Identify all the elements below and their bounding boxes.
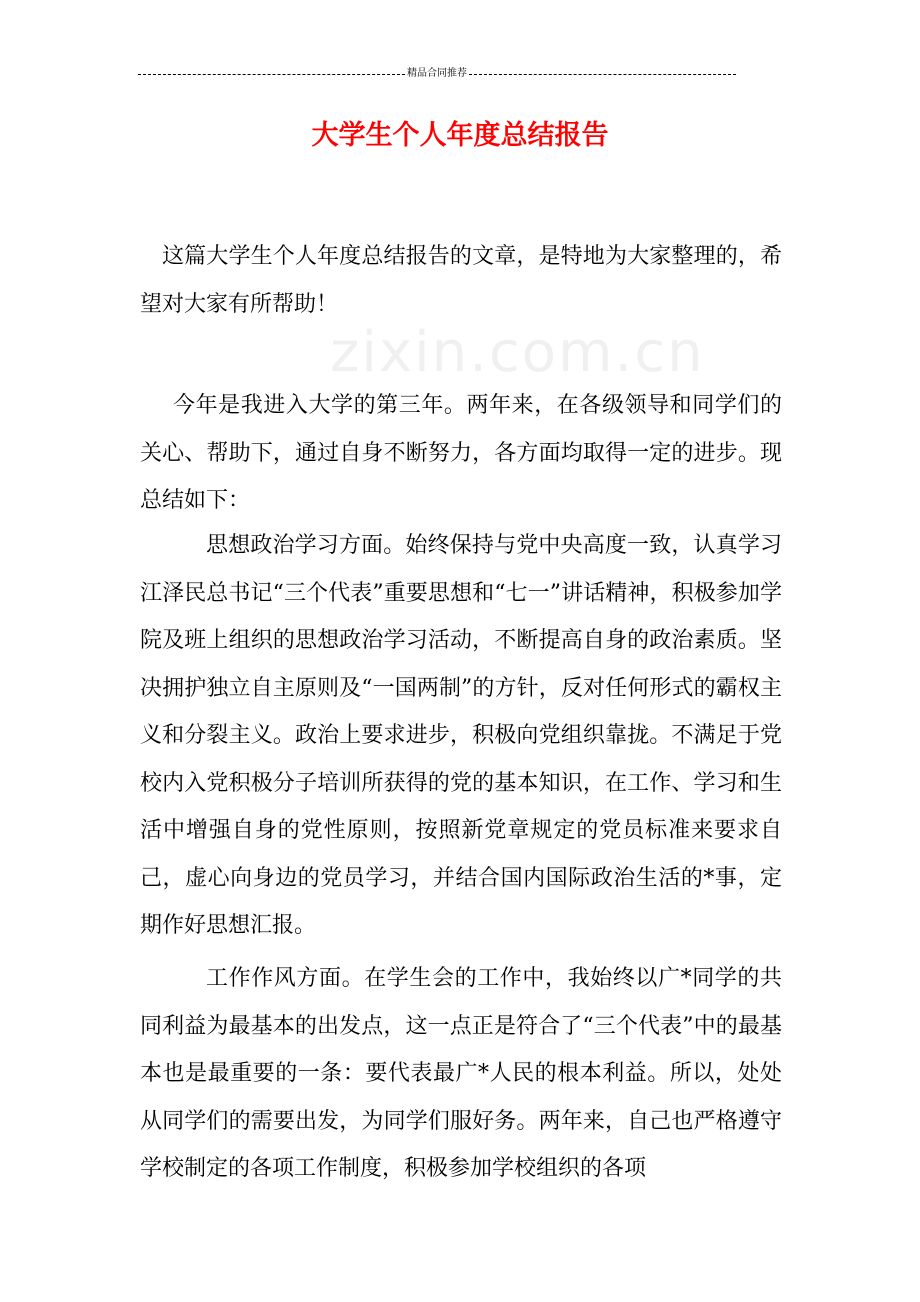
page-header xyxy=(138,66,736,82)
document-title: 大学生个人年度总结报告 xyxy=(311,120,609,151)
header-label: 精品合同推荐 xyxy=(407,68,467,79)
watermark: zixin.com.cn xyxy=(330,320,705,385)
paragraph-overview: 今年是我进入大学的第三年。两年来，在各级领导和同学们的关心、帮助下，通过自身不断努力，各方面均取得一定的进步。现总结如下： xyxy=(140,393,782,513)
paragraph-political-study: 思想政治学习方面。始终保持与党中央高度一致，认真学习江泽民总书记“三个代表”重要思想和“七一”讲话精神，积极参加学院及班上组织的思想政治学习活动，不断提高自身的政治素质。坚决拥护独立自主原则及“一国两制”的方针，反对任何形式的霸权主义和分裂主义。政治上要求进步，积极向党组织靠拢。不满足于党校内入党积极分子培训所获得的党的基本知识，在工作、学习和生活中增强自身的党性原则，按照新党章规定的党员标准来要求自己，虚心向身边的党员学习，并结合国内国际政治生活的*事，定期作好思想汇报。 xyxy=(140,533,782,938)
header-dash-left xyxy=(138,74,405,75)
header-dash-right xyxy=(469,74,736,75)
paragraph-work-style: 工作作风方面。在学生会的工作中，我始终以广*同学的共同利益为最基本的出发点，这一点正是符合了“三个代表”中的最基本也是最重要的一条：要代表最广*人民的根本利益。所以，处处从同学们的需要出发，为同学们服好务。两年来，自己也严格遵守学校制定的各项工作制度，积极参加学校组织的各项 xyxy=(140,966,782,1181)
paragraph-intro: 这篇大学生个人年度总结报告的文章，是特地为大家整理的，希望对大家有所帮助！ xyxy=(140,244,782,317)
